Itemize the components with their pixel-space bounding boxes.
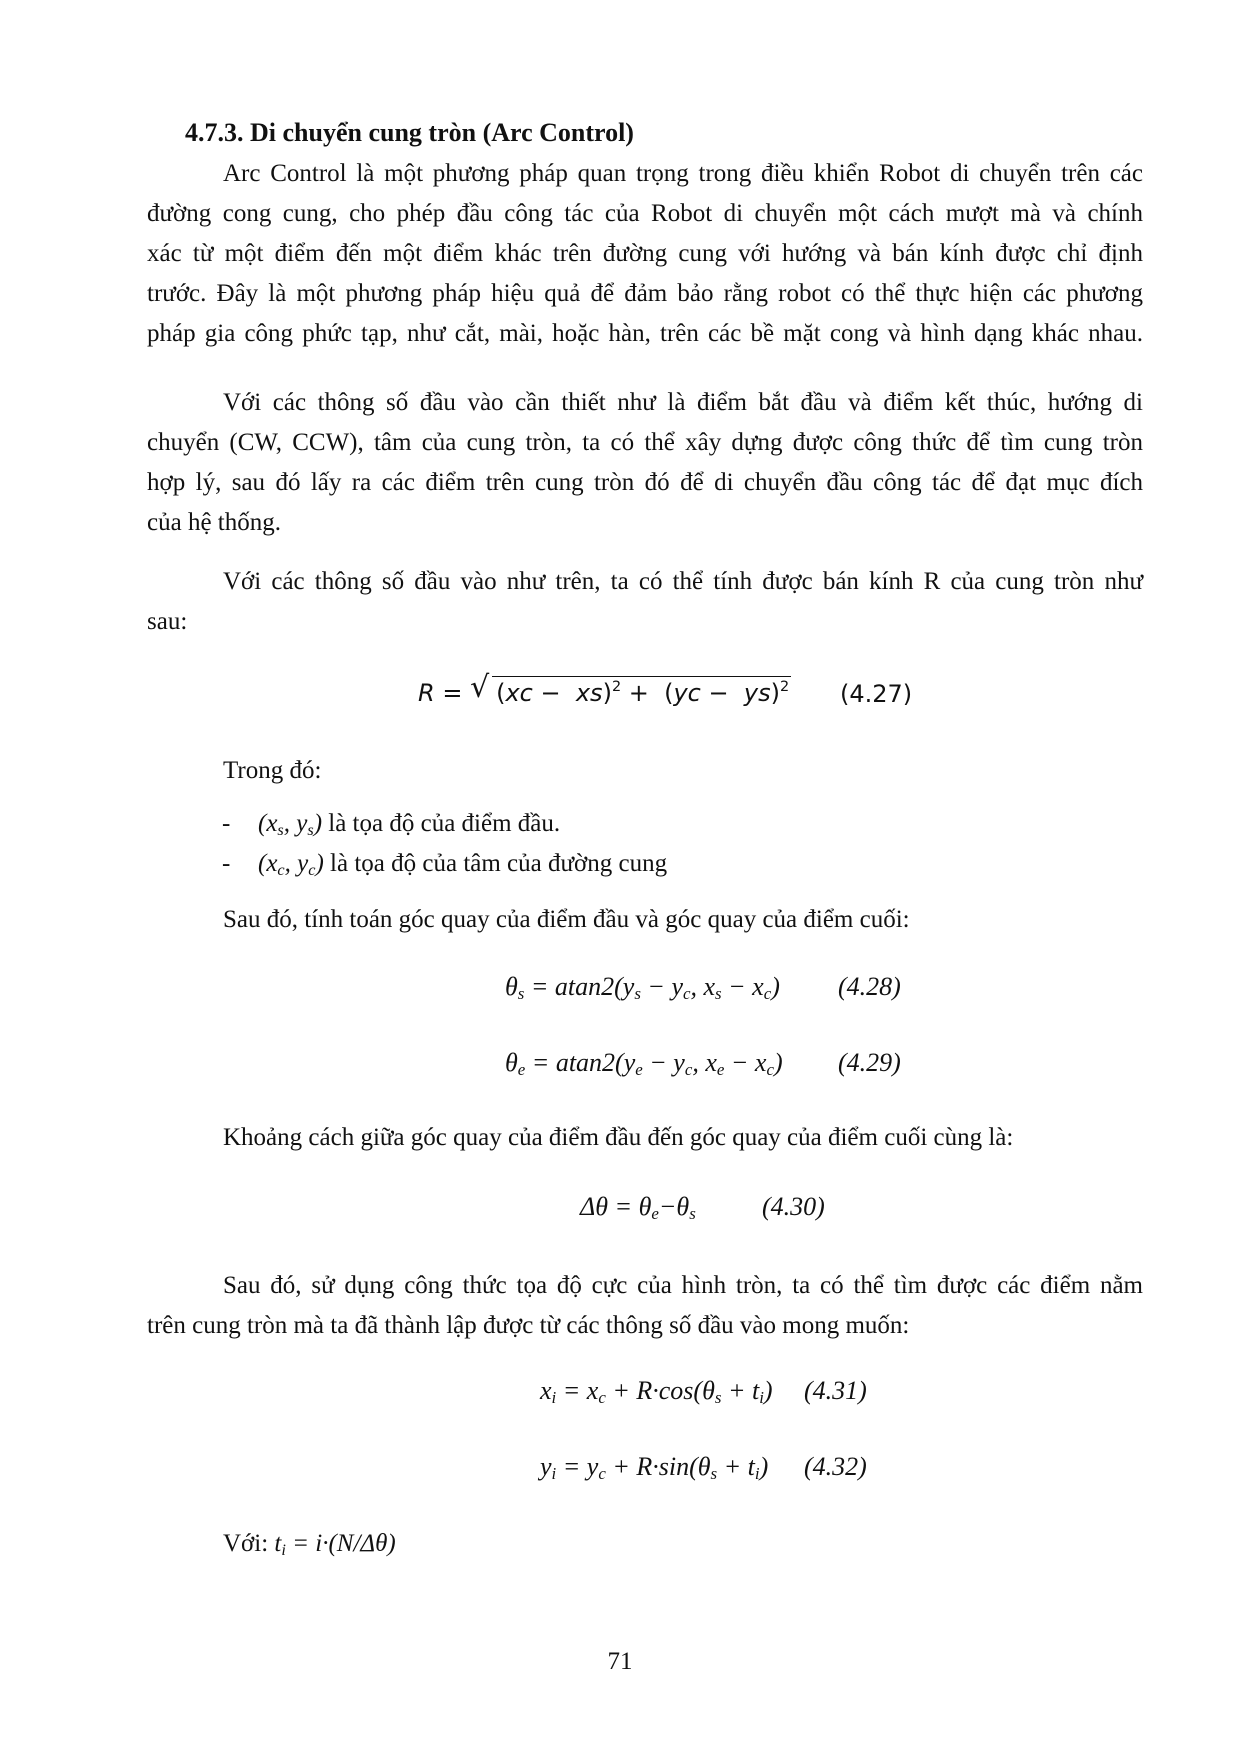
bullet-dash: - (222, 850, 231, 877)
equation-number: (4.31) (804, 1376, 867, 1405)
bullet-text: là tọa độ của điểm đầu. (328, 810, 561, 837)
equation-number: (4.32) (804, 1452, 867, 1481)
equation-x-point: $x_i = x_c + R\cdot\cos(\theta_s + t_i)$ (540, 1376, 773, 1408)
equation-theta-start: $\theta_s = atan2(y_s - y_c$, $x_s - x_c$) (505, 972, 780, 1004)
equation-theta-end: $\theta_e = atan2(y_e - y_c$, $x_e - x_c$) (505, 1048, 783, 1080)
paragraph-radius-intro (147, 562, 1143, 642)
text-line: Arc Control là một phương pháp quan trọng trong điều khiển Robot di chuyển trên các (223, 160, 1143, 187)
text-line: Sau đó, sử dụng công thức tọa độ cực của hình tròn, ta có thể tìm được các điểm nằm (223, 1272, 1143, 1299)
text-line: xác từ một điểm đến một điểm khác trên đường cung với hướng và bán kính được chỉ định (147, 240, 1143, 267)
paragraph-arc-control-intro (147, 154, 1143, 354)
paragraph-input-parameters (147, 383, 1143, 543)
voi-label: Với: (223, 1530, 269, 1557)
bullet-text: là tọa độ của tâm của đường cung (330, 850, 668, 877)
text-line: Với các thông số đầu vào cần thiết như là điểm bắt đầu và điểm kết thúc, hướng di (223, 389, 1143, 416)
text-line: Sau đó, tính toán góc quay của điểm đầu và góc quay của điểm cuối: (223, 906, 910, 933)
equation-number: (4.27) (840, 680, 913, 708)
text-line: Khoảng cách giữa góc quay của điểm đầu đến góc quay của điểm cuối cùng là: (223, 1124, 1014, 1151)
section-heading: 4.7.3. Di chuyển cung tròn (Arc Control) (185, 118, 634, 147)
bullet-item-center-point: ($x_c$, $y_c$) là tọa độ của tâm của đường cung (258, 850, 668, 880)
definition-ti: Với: $t_i = i\cdot(N/\Delta\theta)$ (223, 1530, 396, 1560)
paragraph-polar-coordinates (147, 1266, 1143, 1346)
text-line: pháp gia công phức tạp, như cắt, mài, hoặc hàn, trên các bề mặt cong và hình dạng khác nhau. (147, 320, 1143, 347)
text-line: sau: (147, 608, 188, 635)
equation-number: (4.30) (762, 1192, 825, 1221)
text-line: đường cong cung, cho phép đầu công tác của Robot di chuyển một cách mượt mà và chính (147, 200, 1143, 227)
page-number: 71 (607, 1648, 633, 1675)
equation-number: (4.29) (838, 1048, 901, 1077)
equation-y-point: $y_i = y_c + R\cdot\sin(\theta_s + t_i)$ (540, 1452, 769, 1484)
equation-delta-theta: $\Delta\theta = \theta_e-\theta_s$ (580, 1192, 696, 1224)
text-line: của hệ thống. (147, 509, 281, 536)
bullet-dash: - (222, 810, 231, 837)
equation-number: (4.28) (838, 972, 901, 1001)
equation-radius: R = √ (xc − xs)$^2$ + (yc − ys)$^2$ (418, 670, 790, 707)
bullet-item-start-point: ($x_s$, $y_s$) là tọa độ của điểm đầu. (258, 810, 561, 840)
text-line: Trong đó: (223, 757, 322, 784)
text-line: Với các thông số đầu vào như trên, ta có thể tính được bán kính R của cung tròn như (223, 568, 1143, 595)
text-line: trước. Đây là một phương pháp hiệu quả để đảm bảo rằng robot có thể thực hiện các phương (147, 280, 1143, 307)
text-line: trên cung tròn mà ta đã thành lập được từ các thông số đầu vào mong muốn: (147, 1312, 910, 1339)
text-line: hợp lý, sau đó lấy ra các điểm trên cung tròn đó để di chuyển đầu công tác để đạt mục đích (147, 469, 1143, 496)
text-line: chuyển (CW, CCW), tâm của cung tròn, ta có thể xây dựng được công thức để tìm cung tròn (147, 429, 1143, 456)
